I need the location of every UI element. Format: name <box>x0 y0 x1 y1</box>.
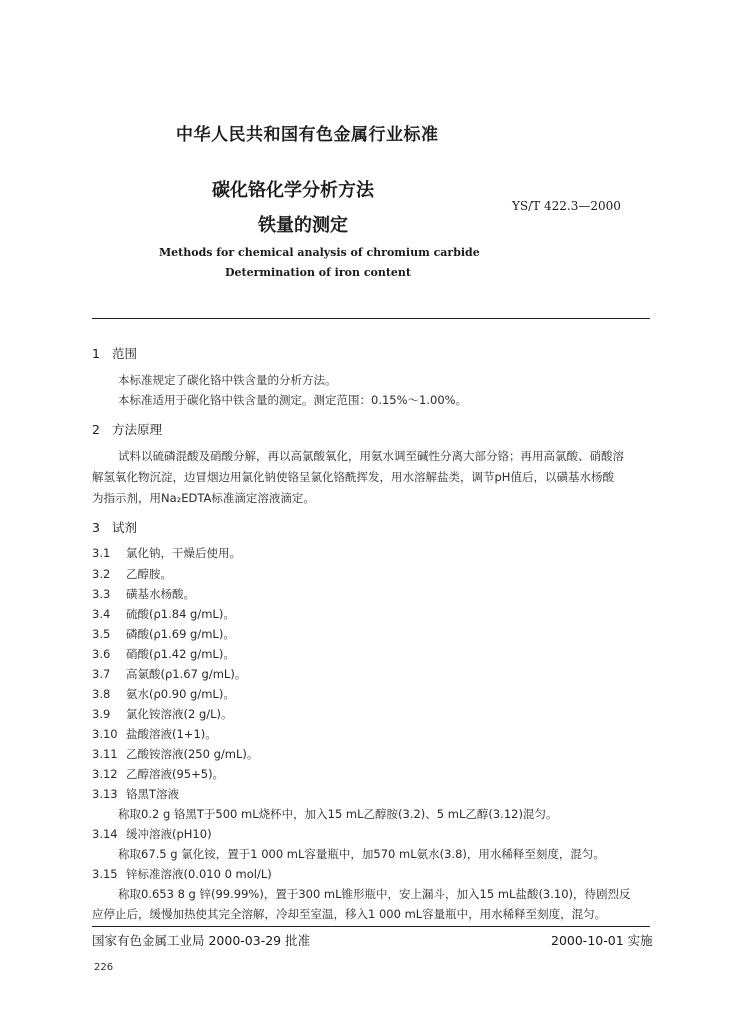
approval-date: 国家有色金属工业局 2000-03-29 批准 <box>92 933 311 948</box>
reagent-item: 3.5 磷酸(ρ1.69 g/mL)。 <box>92 627 235 641</box>
reagent-item: 3.7 高氯酸(ρ1.67 g/mL)。 <box>92 667 247 681</box>
principle-line-2: 解氢氧化物沉淀，边冒烟边用氯化钠使铬呈氯化铬酰挥发，用水溶解盐类，调节pH值后，以磺基水杨酸 <box>92 470 614 484</box>
section-title: 试剂 <box>112 520 138 535</box>
reagent-item: 3.11 乙酸铵溶液(250 g/mL)。 <box>92 747 259 761</box>
reagent-item: 3.15 锌标准溶液(0.010 0 mol/L) <box>92 867 272 881</box>
reagent-item: 3.1 氯化钠，干燥后使用。 <box>92 546 241 560</box>
header-divider <box>92 318 650 319</box>
section-heading-principle <box>92 420 162 438</box>
section-number: 2 <box>92 422 100 437</box>
section-title: 方法原理 <box>112 422 163 437</box>
document-subtitle: 铁量的测定 <box>258 215 348 236</box>
standard-org-title: 中华人民共和国有色金属行业标准 <box>176 125 439 145</box>
reagent-item: 3.8 氨水(ρ0.90 g/mL)。 <box>92 687 235 701</box>
section-heading-reagents <box>92 518 137 536</box>
section-heading-scope <box>92 344 137 362</box>
reagent-item: 3.14 缓冲溶液(pH10) <box>92 827 212 841</box>
principle-line-1: 试料以硫磷混酸及硝酸分解，再以高氯酸氧化，用氨水调至碱性分离大部分铬；再用高氯酸、硝酸溶 <box>118 449 624 463</box>
scope-paragraph-1: 本标准规定了碳化铬中铁含量的分析方法。 <box>118 373 337 387</box>
reagent-item: 3.10 盐酸溶液(1+1)。 <box>92 727 217 741</box>
reagent-item: 3.6 硝酸(ρ1.42 g/mL)。 <box>92 647 235 661</box>
implementation-date: 2000-10-01 实施 <box>551 933 653 948</box>
reagent-item: 3.13 铬黑T溶液 <box>92 787 180 801</box>
standard-code: YS/T 422.3—2000 <box>512 199 621 213</box>
reagent-item: 3.9 氯化铵溶液(2 g/L)。 <box>92 707 233 721</box>
reagent-description: 称取0.2 g 铬黑T于500 mL烧杯中，加入15 mL乙醇胺(3.2)、5 mL乙醇(3.12)混匀。 <box>118 807 558 821</box>
english-title: Methods for chemical analysis of chromium carbide <box>159 246 480 259</box>
section-title: 范围 <box>112 346 138 361</box>
section-number: 1 <box>92 346 100 361</box>
reagent-item: 3.3 磺基水杨酸。 <box>92 587 195 601</box>
footer-divider <box>92 926 650 927</box>
reagent-description: 称取67.5 g 氯化铵，置于1 000 mL容量瓶中，加570 mL氨水(3.8)，用水稀释至刻度，混匀。 <box>118 847 605 861</box>
section-number: 3 <box>92 520 100 535</box>
document-title: 碳化铬化学分析方法 <box>212 180 374 201</box>
reagent-description: 应停止后，缓慢加热使其完全溶解，冷却至室温，移入1 000 mL容量瓶中，用水稀释至刻度，混匀。 <box>92 907 607 921</box>
reagent-item: 3.2 乙醇胺。 <box>92 567 172 581</box>
reagent-item: 3.4 硫酸(ρ1.84 g/mL)。 <box>92 607 235 621</box>
reagent-description: 称取0.653 8 g 锌(99.99%)，置于300 mL锥形瓶中，安上漏斗，加入15 mL盐酸(3.10)，待剧烈反 <box>118 887 631 901</box>
page-number: 226 <box>94 962 114 973</box>
english-subtitle: Determination of iron content <box>225 266 412 279</box>
principle-line-3: 为指示剂，用Na₂EDTA标准滴定溶液滴定。 <box>92 491 315 505</box>
reagent-item: 3.12 乙醇溶液(95+5)。 <box>92 767 225 781</box>
scope-paragraph-2: 本标准适用于碳化铬中铁含量的测定。测定范围：0.15%～1.00%。 <box>118 393 468 407</box>
